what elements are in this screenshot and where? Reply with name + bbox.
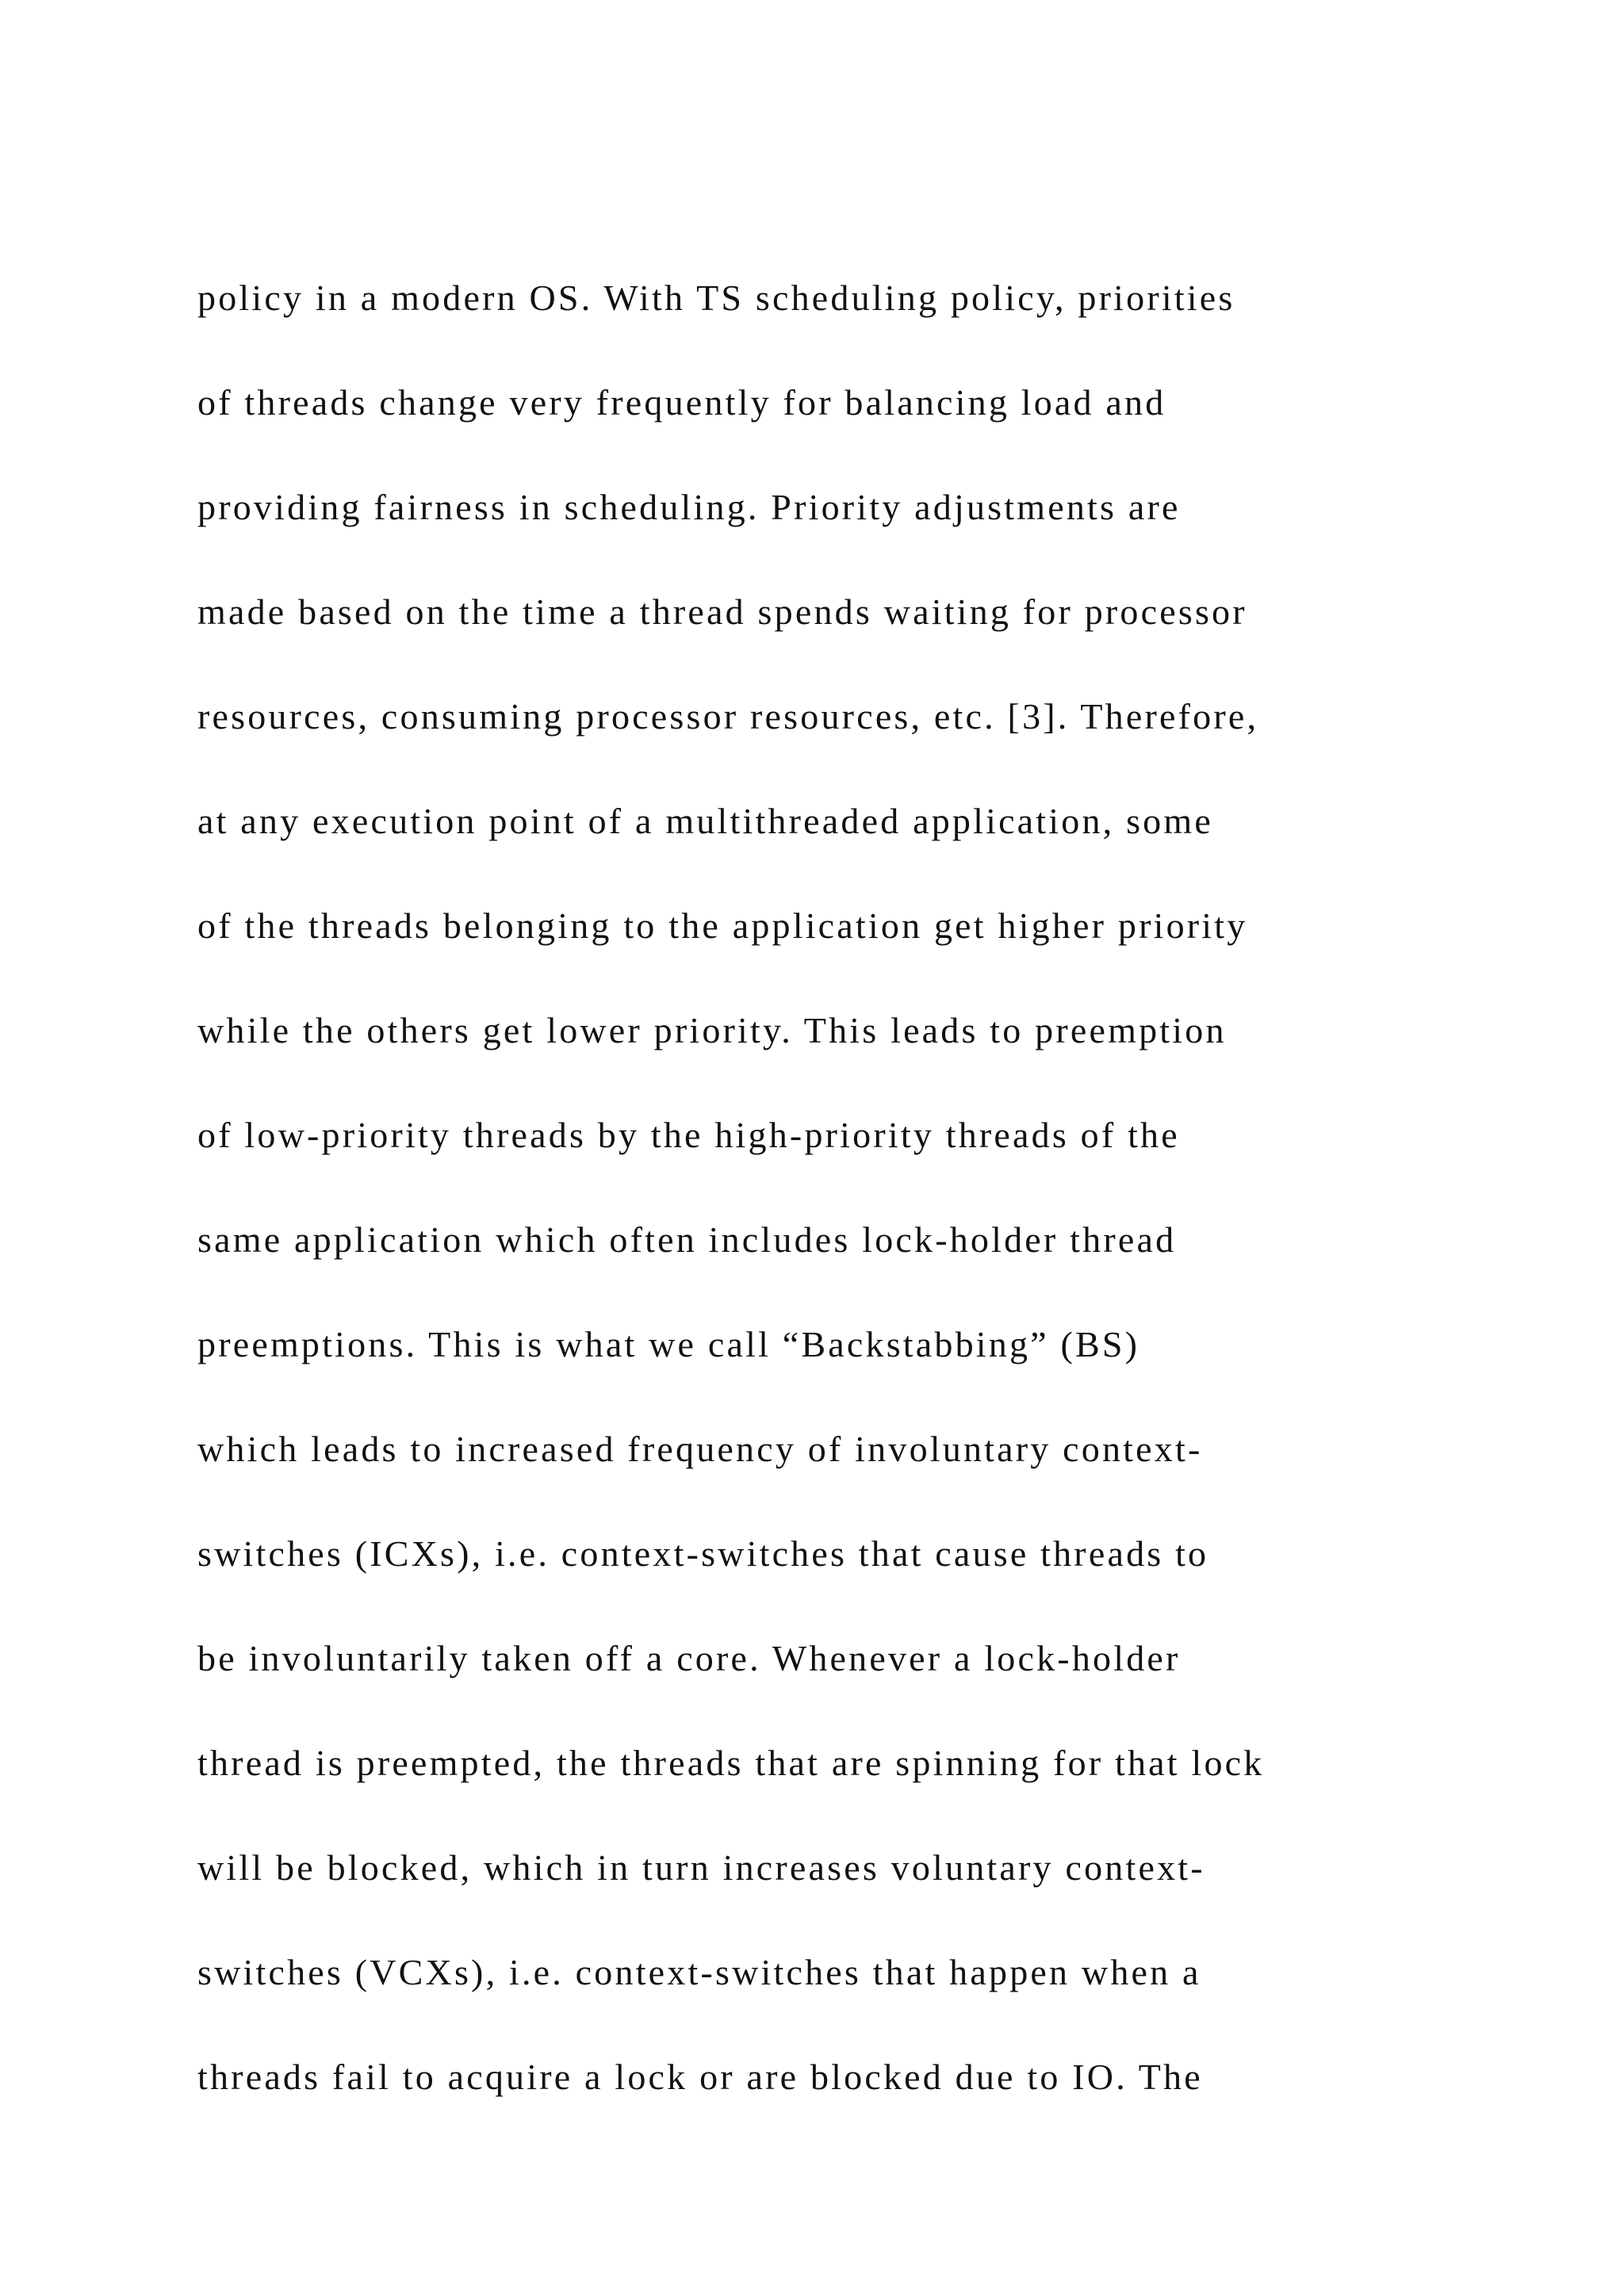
text-line: thread is preempted, the threads that are spinning for that lock <box>197 1743 1265 1783</box>
text-line: providing fairness in scheduling. Priority adjustments are <box>197 487 1181 527</box>
text-line: at any execution point of a multithreaded application, some <box>197 801 1213 841</box>
text-line: which leads to increased frequency of involuntary context- <box>197 1429 1203 1469</box>
text-line: threads fail to acquire a lock or are blocked due to IO. The <box>197 2057 1203 2097</box>
text-line: of the threads belonging to the application get higher priority <box>197 905 1248 946</box>
text-line: resources, consuming processor resources, etc. [3]. Therefore, <box>197 696 1259 737</box>
body-paragraph <box>197 246 1466 2130</box>
text-line: switches (VCXs), i.e. context-switches that happen when a <box>197 1952 1201 1992</box>
text-line: will be blocked, which in turn increases voluntary context- <box>197 1847 1205 1888</box>
text-line: of low-priority threads by the high-priority threads of the <box>197 1115 1180 1155</box>
text-line: same application which often includes lock-holder thread <box>197 1219 1177 1260</box>
text-line: while the others get lower priority. This leads to preemption <box>197 1010 1227 1050</box>
text-line: be involuntarily taken off a core. Whenever a lock-holder <box>197 1638 1181 1678</box>
text-line: preemptions. This is what we call “Backstabbing” (BS) <box>197 1324 1140 1364</box>
text-line: of threads change very frequently for balancing load and <box>197 382 1166 423</box>
text-line: policy in a modern OS. With TS scheduling policy, priorities <box>197 277 1235 318</box>
text-line: switches (ICXs), i.e. context-switches that cause threads to <box>197 1533 1209 1574</box>
text-line: made based on the time a thread spends waiting for processor <box>197 591 1247 632</box>
